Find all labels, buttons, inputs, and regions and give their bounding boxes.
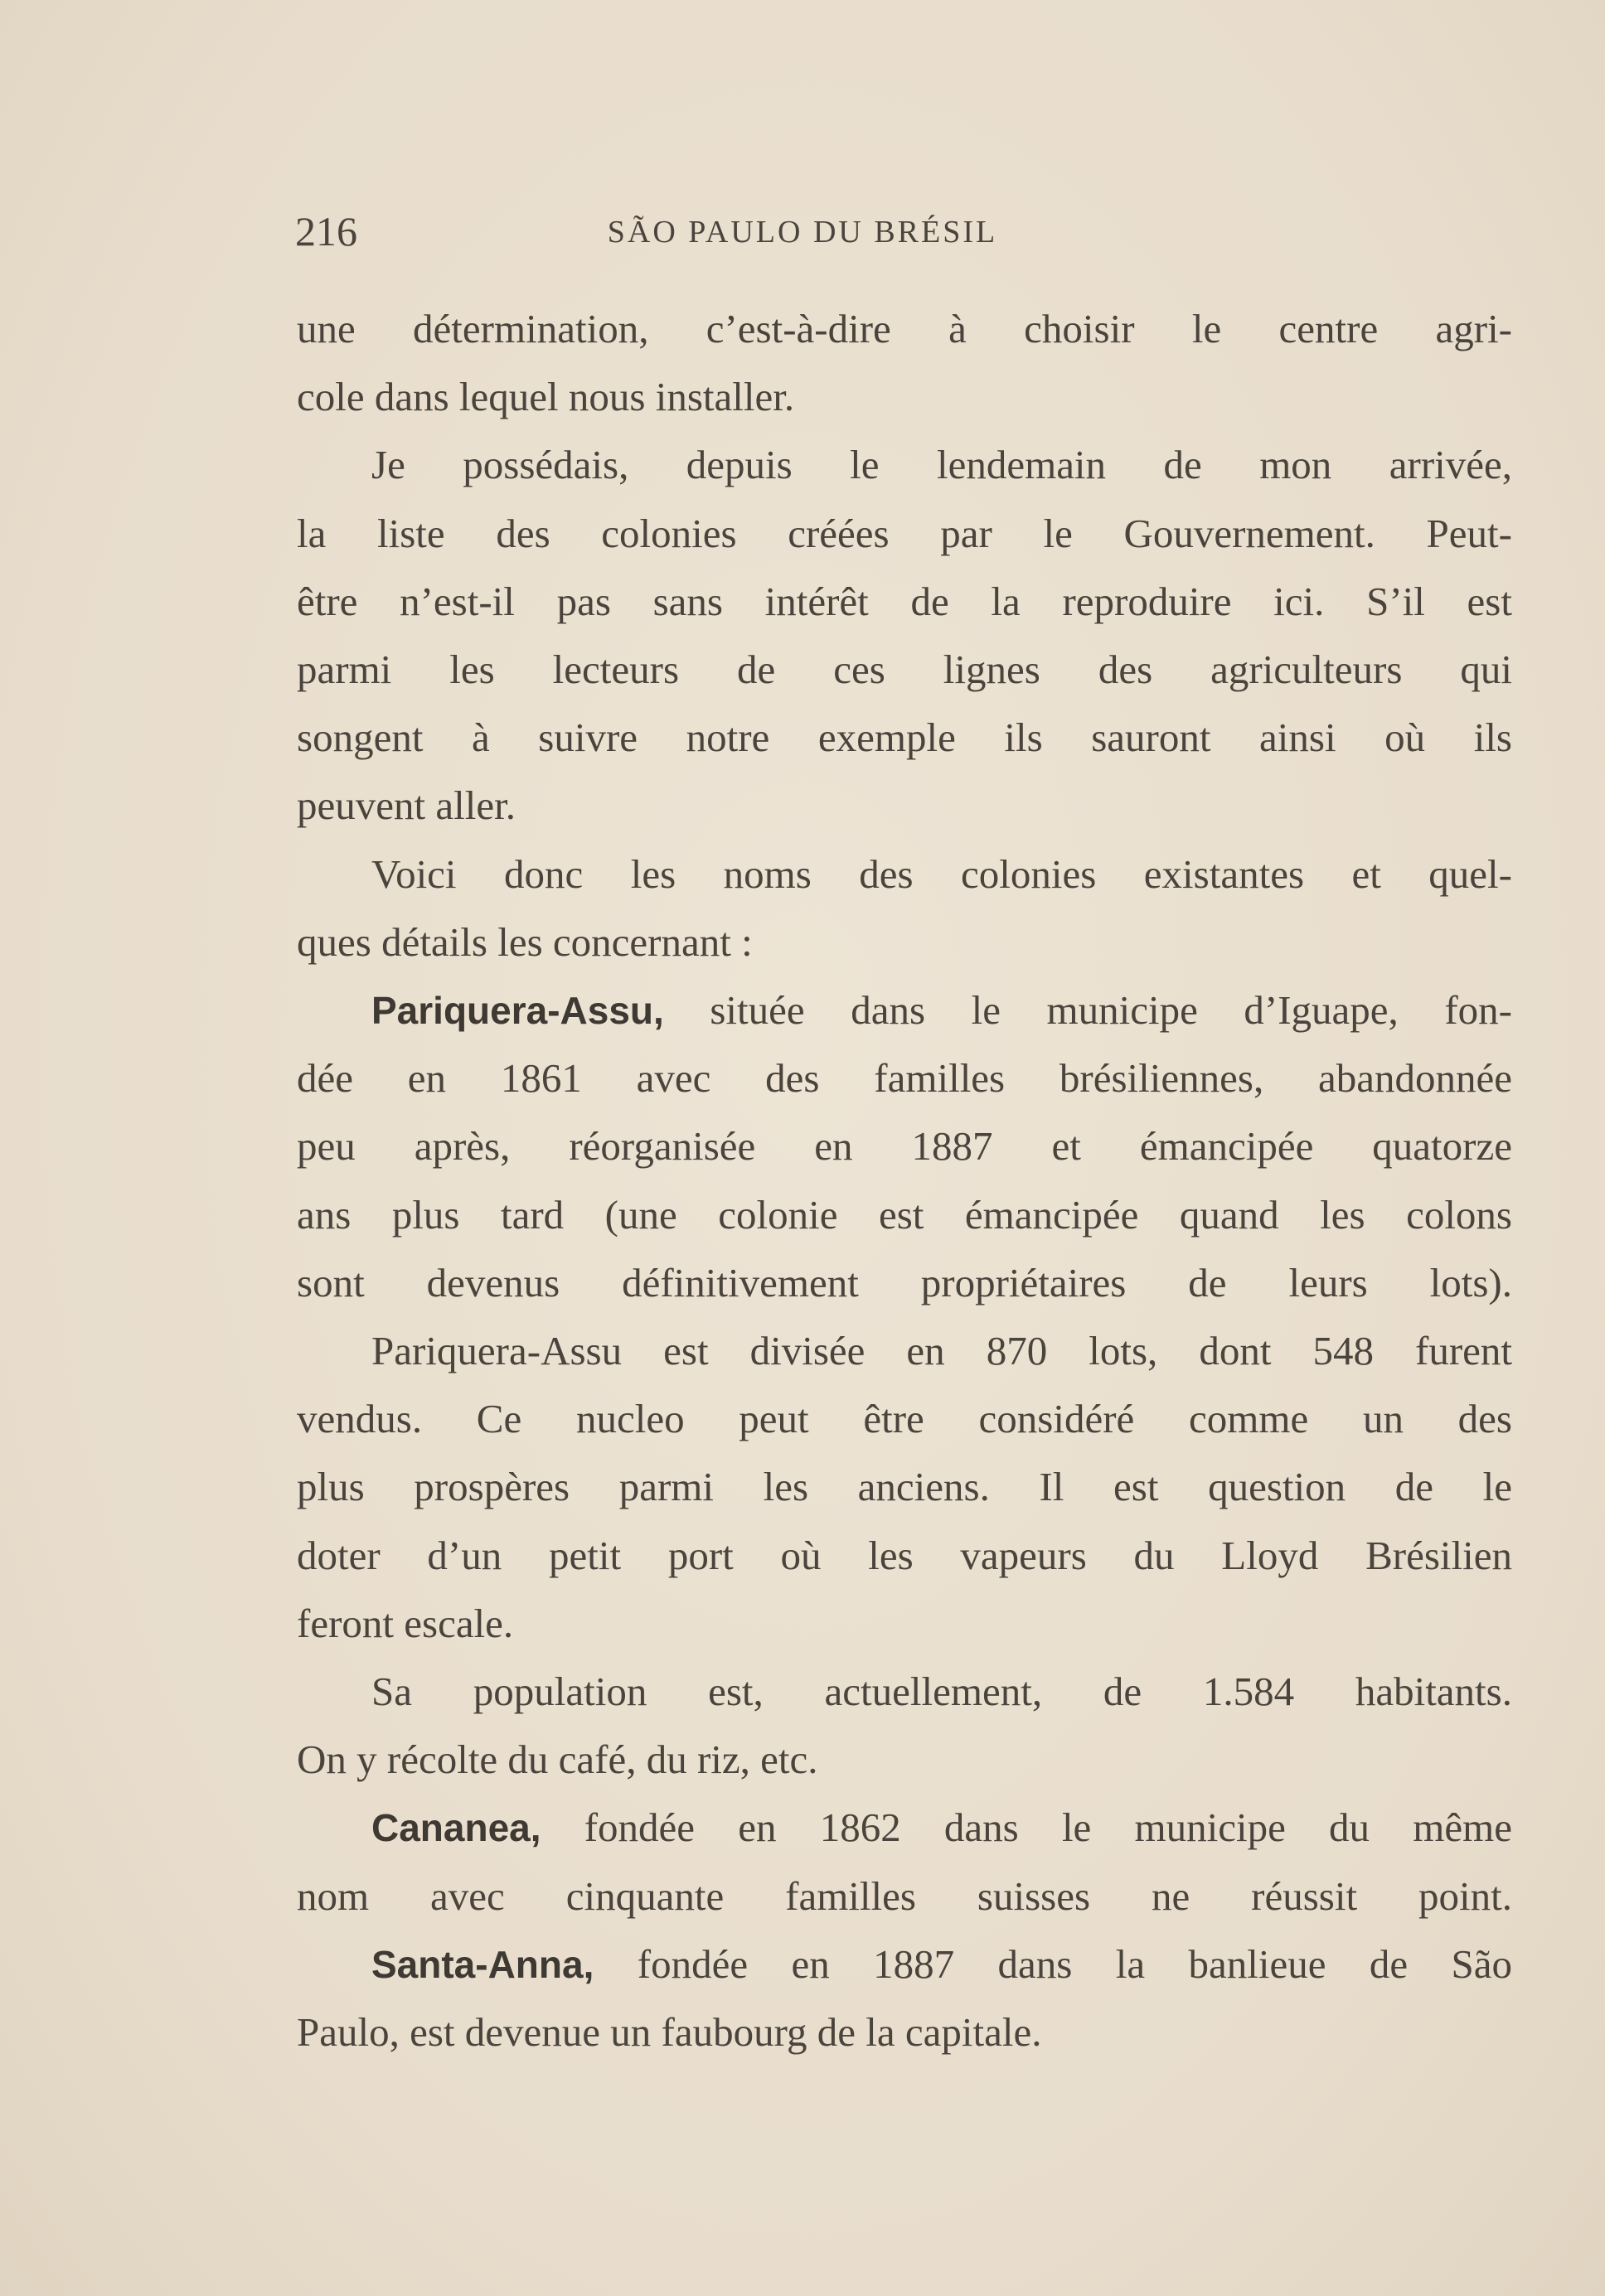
text-line (297, 918, 1512, 967)
text-line (297, 577, 1512, 627)
colony-name: Cananea, (371, 1806, 541, 1850)
page-number: 216 (295, 208, 357, 254)
text-line (371, 440, 1512, 490)
text-line (297, 645, 1512, 695)
line-text: Je possédais, depuis le lendemain de mon arrivée, (371, 442, 1512, 488)
line-text: Paulo, est devenue un faubourg de la capitale. (297, 2009, 1042, 2055)
text-line (371, 1326, 1512, 1376)
line-text: peuvent aller. (297, 782, 516, 829)
line-text: ques détails les concernant : (297, 918, 753, 965)
colony-name: Santa-Anna, (371, 1942, 594, 1986)
line-text: vendus. Ce nucleo peut être considéré comme un des (297, 1396, 1512, 1442)
line-text: Voici donc les noms des colonies existantes et quel- (371, 850, 1512, 897)
line-text: une détermination, c’est-à-dire à choisir le centre agri- (297, 306, 1512, 351)
line-text: fondée en 1887 dans la banlieue de São (594, 1940, 1512, 1987)
line-text: la liste des colonies créées par le Gouvernement. Peut- (297, 510, 1512, 556)
line-text: cole dans lequel nous installer. (297, 374, 795, 420)
text-line (371, 1940, 1512, 1989)
line-text: être n’est-il pas sans intérêt de la reproduire ici. S’il est (297, 578, 1512, 624)
line-text: parmi les lecteurs de ces lignes des agriculteurs qui (297, 647, 1512, 692)
line-text: dée en 1861 avec des familles brésiliennes, abandonnée (297, 1055, 1512, 1102)
text-line (371, 986, 1512, 1035)
text-line (371, 1667, 1512, 1717)
line-text: feront escale. (297, 1600, 514, 1646)
text-line (297, 1735, 1512, 1785)
running-title: SÃO PAULO DU BRÉSIL (607, 215, 998, 249)
text-line (297, 1531, 1512, 1581)
text-line (297, 1258, 1512, 1308)
line-text: nom avec cinquante familles suisses ne réussit point. (297, 1872, 1512, 1919)
colony-name: Pariquera-Assu, (371, 989, 664, 1032)
text-line (297, 509, 1512, 559)
line-text: doter d’un petit port où les vapeurs du Lloyd Brésilien (297, 1532, 1512, 1578)
text-line (297, 1599, 1512, 1649)
text-line (297, 1462, 1512, 1512)
text-line (297, 781, 1512, 831)
line-text: plus prospères parmi les anciens. Il est question de le (297, 1464, 1512, 1510)
line-text: sont devenus définitivement propriétaires de leurs lots). (297, 1259, 1512, 1305)
line-text: située dans le municipe d’Iguape, fon- (663, 987, 1512, 1033)
text-line (297, 1190, 1512, 1240)
text-line (371, 850, 1512, 899)
text-line (297, 713, 1512, 763)
text-line (297, 1121, 1512, 1171)
line-text: Sa population est, actuellement, de 1.584 habitants. (371, 1669, 1512, 1714)
line-text: peu après, réorganisée en 1887 et émancipée quatorze (297, 1123, 1512, 1170)
text-line (297, 304, 1512, 354)
text-line (297, 1054, 1512, 1103)
line-text: Pariquera-Assu est divisée en 870 lots, dont 548 furent (371, 1328, 1512, 1373)
text-line (297, 2008, 1512, 2057)
text-line (297, 1872, 1512, 1921)
text-line (297, 1394, 1512, 1444)
line-text: fondée en 1862 dans le municipe du même (541, 1804, 1512, 1851)
text-line (371, 1803, 1512, 1853)
text-line (297, 372, 1512, 422)
line-text: ans plus tard (une colonie est émancipée quand les colons (297, 1191, 1512, 1238)
line-text: songent à suivre notre exemple ils sauront ainsi où ils (297, 714, 1512, 761)
line-text: On y récolte du café, du riz, etc. (297, 1737, 818, 1783)
